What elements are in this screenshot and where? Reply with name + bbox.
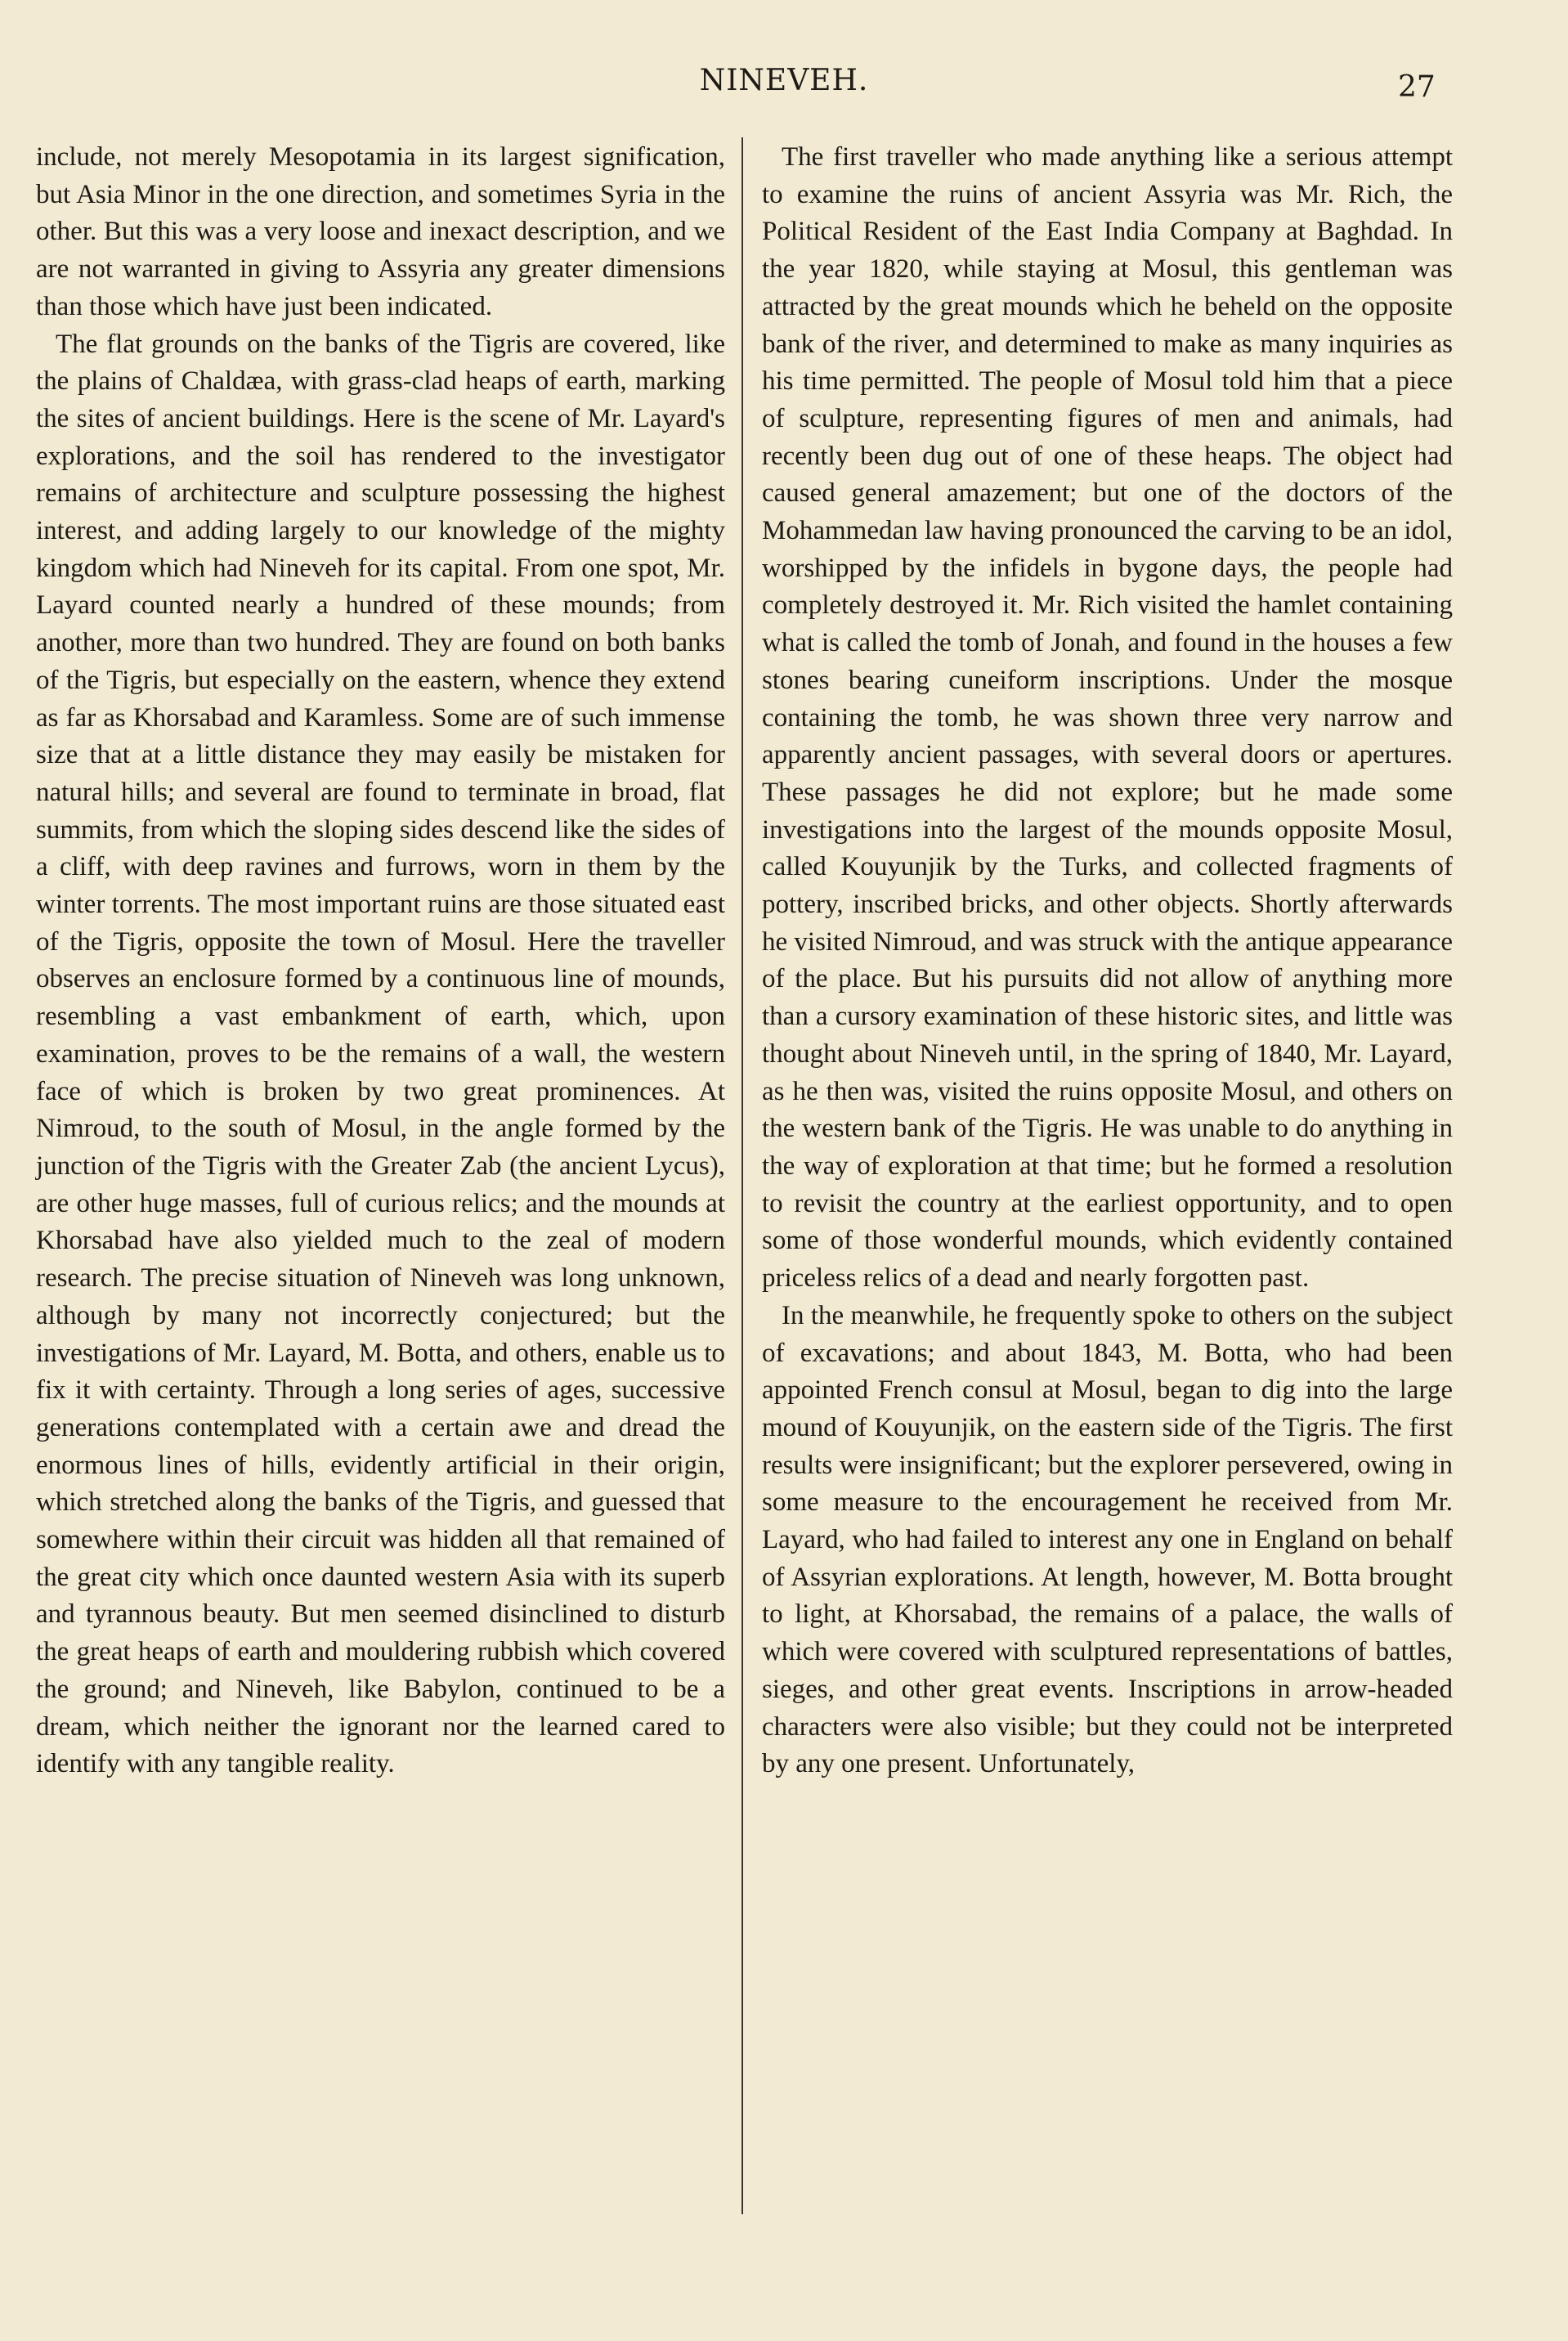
page-number: 27 (1398, 70, 1436, 104)
paragraph: The flat grounds on the banks of the Tigris are covered, like the plains of Chaldæa, with grass-clad heaps of earth, marking the sites of ancient buildings. Here is the scene of Mr. Layard's explorations, and the soil has rendered to the investigator remains of architecture and sculpture possessing the highest interest, and adding largely to our knowledge of the mighty kingdom which had Nineveh for its capital. From one spot, Mr. Layard counted nearly a hundred of these mounds; from another, more than two hundred. They are found on both banks of the Tigris, but especially on the eastern, whence they extend as far as Khorsabad and Karamless. Some are of such immense size that at a little distance they may easily be mistaken for natural hills; and several are found to terminate in broad, flat summits, from which the sloping sides descend like the sides of a cliff, with deep ravines and furrows, worn in them by the winter torrents. The most important ruins are those situated east of the Tigris, opposite the town of Mosul. Here the traveller observes an enclosure formed by a continuous line of mounds, resembling a vast embankment of earth, which, upon examination, proves to be the remains of a wall, the western face of which is broken by two great prominences. At Nimroud, to the south of Mosul, in the angle formed by the junction of the Tigris with the Greater Zab (the ancient Lycus), are other huge masses, full of curious relics; and the mounds at Khorsabad have also yielded much to the zeal of modern research. The precise situation of Nineveh was long unknown, although by many not incorrectly conjectured; but the investigations of Mr. Layard, M. Botta, and others, enable us to fix it with certainty. Through a long series of ages, successive generations contemplated with a certain awe and dread the enormous lines of hills, evidently artificial in their origin, which stretched along the banks of the Tigris, and guessed that somewhere within their circuit was hidden all that remained of the great city which once daunted western Asia with its superb and tyrannous beauty. But men seemed disinclined to disturb the great heaps of earth and mouldering rubbish which covered the ground; and Nineveh, like Babylon, continued to be a dream, which neither the ignorant nor the learned cared to identify with any tangible reality. (36, 329, 725, 1779)
running-head: NINEVEH. (699, 64, 869, 97)
left-column (36, 139, 725, 1783)
paragraph: The first traveller who made anything like a serious attempt to examine the ruins of ancient Assyria was Mr. Rich, the Political Resident of the East India Company at Baghdad. In the year 1820, while staying at Mosul, this gentleman was attracted by the great mounds which he beheld on the opposite bank of the river, and determined to make as many inquiries as his time permitted. The people of Mosul told him that a piece of sculpture, representing figures of men and animals, had recently been dug out of one of these heaps. The object had caused general amazement; but one of the doctors of the Mohammedan law having pronounced the carving to be an idol, worshipped by the infidels in bygone days, the people had completely destroyed it. Mr. Rich visited the hamlet containing what is called the tomb of Jonah, and found in the houses a few stones bearing cuneiform inscriptions. Under the mosque containing the tomb, he was shown three very narrow and apparently ancient passages, with several doors or apertures. These passages he did not explore; but he made some investigations into the largest of the mounds opposite Mosul, called Kouyunjik by the Turks, and collected fragments of pottery, inscribed bricks, and other objects. Shortly afterwards he visited Nimroud, and was struck with the antique appearance of the place. But his pursuits did not allow of anything more than a cursory examination of these historic sites, and little was thought about Nineveh until, in the spring of 1840, Mr. Layard, as he then was, visited the ruins opposite Mosul, and others on the western bank of the Tigris. He was unable to do anything in the way of exploration at that time; but he formed a resolution to revisit the country at the earliest opportunity, and to open some of those wonderful mounds, which evidently contained priceless relics of a dead and nearly forgotten past. (762, 142, 1453, 1294)
right-column (762, 139, 1453, 1783)
paragraph: In the meanwhile, he frequently spoke to others on the subject of excavations; and about 1843, M. Botta, who had been appointed French consul at Mosul, began to dig into the large mound of Kouyunjik, on the eastern side of the Tigris. The first results were insignificant; but the explorer persevered, owing in some measure to the encouragement he received from Mr. Layard, who had failed to interest any one in England on behalf of Assyrian explorations. At length, however, M. Botta brought to light, at Khorsabad, the remains of a palace, the walls of which were covered with sculptured representations of battles, sieges, and other great events. Inscriptions in arrow-headed characters were also visible; but they could not be interpreted by any one present. Unfortunately, (762, 1300, 1453, 1779)
column-divider (741, 137, 743, 2214)
paragraph: include, not merely Mesopotamia in its largest signification, but Asia Minor in the one direction, and sometimes Syria in the other. But this was a very loose and inexact description, and we are not warranted in giving to Assyria any greater dimensions than those which have just been indicated. (36, 142, 725, 321)
